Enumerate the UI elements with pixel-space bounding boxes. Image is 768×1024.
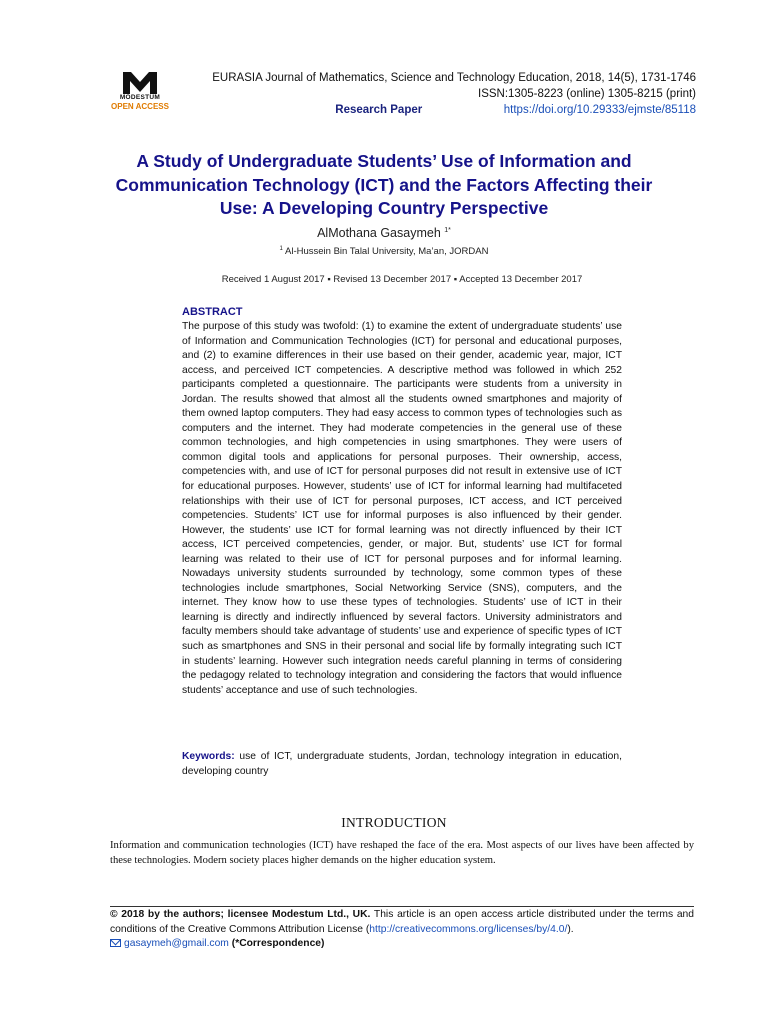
journal-header (212, 70, 696, 118)
abstract-body: The purpose of this study was twofold: (1) to examine the extent of undergraduate students’ use of Information and Communication Technologies (ICT) for personal and educational purposes, and (2) to examine differences in their use based on their gender, academic year, major, ICT access, and perceived ICT competencies. A descriptive method was followed in which 252 participants completed a questionnaire. The participants were students from a university in Jordan. The results showed that almost all the students owned smartphones and majority of them owned laptop computers. They had easy access to common types of technologies such as computers and the internet. They had moderate competencies in the general use of these common technologies, and high competencies in using smartphones. They were users of common digital tools and applications for personal purposes. Their ownership, access, competencies with, and use of ICT for personal purposes did not result in extensive use of ICT for educational purposes. However, students’ use of ICT for informal learning had multifaceted relationships with their use of ICT for personal purposes, ICT access, and ICT perceived competencies. Students’ ICT use for informal purposes is also influenced by their gender. However, the students’ use ICT for formal learning was not directly influenced by their ICT access, ICT perceived competencies, gender, or major. But, students’ use ICT for formal learning was related to their use of ICT for personal purposes and for informal learning. Nowadays university students surrounded by technology, some common types of these technologies include smartphones, Social Networking Service (SNS), computers, and the internet. They know how to use these types of technologies. Students’ use of ICT in their learning is directly and indirectly influenced by several factors. University administrators and faculty members should take advantage of students’ use and experience of specific types of ICT such as smartphones and SNS in their personal and social life by formally integrating such ICT in students’ learning. However such integration needs careful planning in terms of considering the pedagogy related to technology integration and considering the factors that would influence students’ acceptance and use of such technologies. (182, 321, 622, 696)
doi-link[interactable]: https://doi.org/10.29333/ejmste/85118 (503, 104, 696, 116)
affiliation-line (0, 246, 768, 257)
keywords-text: use of ICT, undergraduate students, Jordan, technology integration in education, developing country (182, 751, 622, 777)
introduction-heading: INTRODUCTION (341, 815, 447, 830)
keywords (182, 749, 622, 779)
correspondence-line (110, 937, 694, 952)
article-title (90, 150, 678, 221)
open-access-label: OPEN ACCESS (111, 102, 169, 111)
author-superscript: 1* (444, 226, 451, 234)
copyright: © 2018 by the authors; licensee Modestum Ltd., UK. (110, 909, 371, 920)
article-dates: Received 1 August 2017 ▪ Revised 13 December 2017 ▪ Accepted 13 December 2017 (221, 274, 583, 285)
footer-divider (110, 906, 694, 907)
title-line-3: Use: A Developing Country Perspective (219, 198, 549, 218)
license-link[interactable]: http://creativecommons.org/licenses/by/4.0/ (369, 923, 568, 935)
author-email[interactable]: gasaymeh@gmail.com (124, 938, 229, 949)
abstract-heading: ABSTRACT (182, 306, 243, 318)
correspondence-label: (*Correspondence) (231, 938, 325, 949)
envelope-icon (110, 939, 121, 947)
affiliation-superscript: 1 (279, 246, 283, 252)
footer (110, 908, 694, 952)
journal-citation: EURASIA Journal of Mathematics, Science and Technology Education, 2018, 14(5), 1731-1746 (212, 72, 696, 84)
license-text-b: ). (567, 923, 574, 935)
license-text-a: This article is an open access article distributed under the terms and conditions of the Creative Commons Attribution License ( (110, 909, 694, 935)
title-line-1: A Study of Undergraduate Students’ Use of Information and (136, 151, 632, 171)
title-line-2: Communication Technology (ICT) and the Factors Affecting their (115, 174, 653, 195)
author-name: AlMothana Gasaymeh (317, 226, 441, 240)
keywords-label: Keywords: (182, 751, 235, 762)
modestum-m-logo-icon (121, 70, 159, 94)
license-paragraph (110, 908, 694, 937)
author-line (0, 226, 768, 240)
affiliation: Al-Hussein Bin Talal University, Ma’an, JORDAN (285, 246, 489, 258)
journal-issn: ISSN:1305-8223 (online) 1305-8215 (print) (478, 88, 696, 100)
logo-brand: MODESTUM (119, 94, 161, 101)
paper-type: Research Paper (335, 104, 423, 116)
journal-logo (108, 70, 172, 111)
introduction-text: Information and communication technologies (ICT) have reshaped the face of the era. Most aspects of our lives have been affected by these technologies. Modern society places higher demands on the higher education system. (110, 840, 694, 866)
